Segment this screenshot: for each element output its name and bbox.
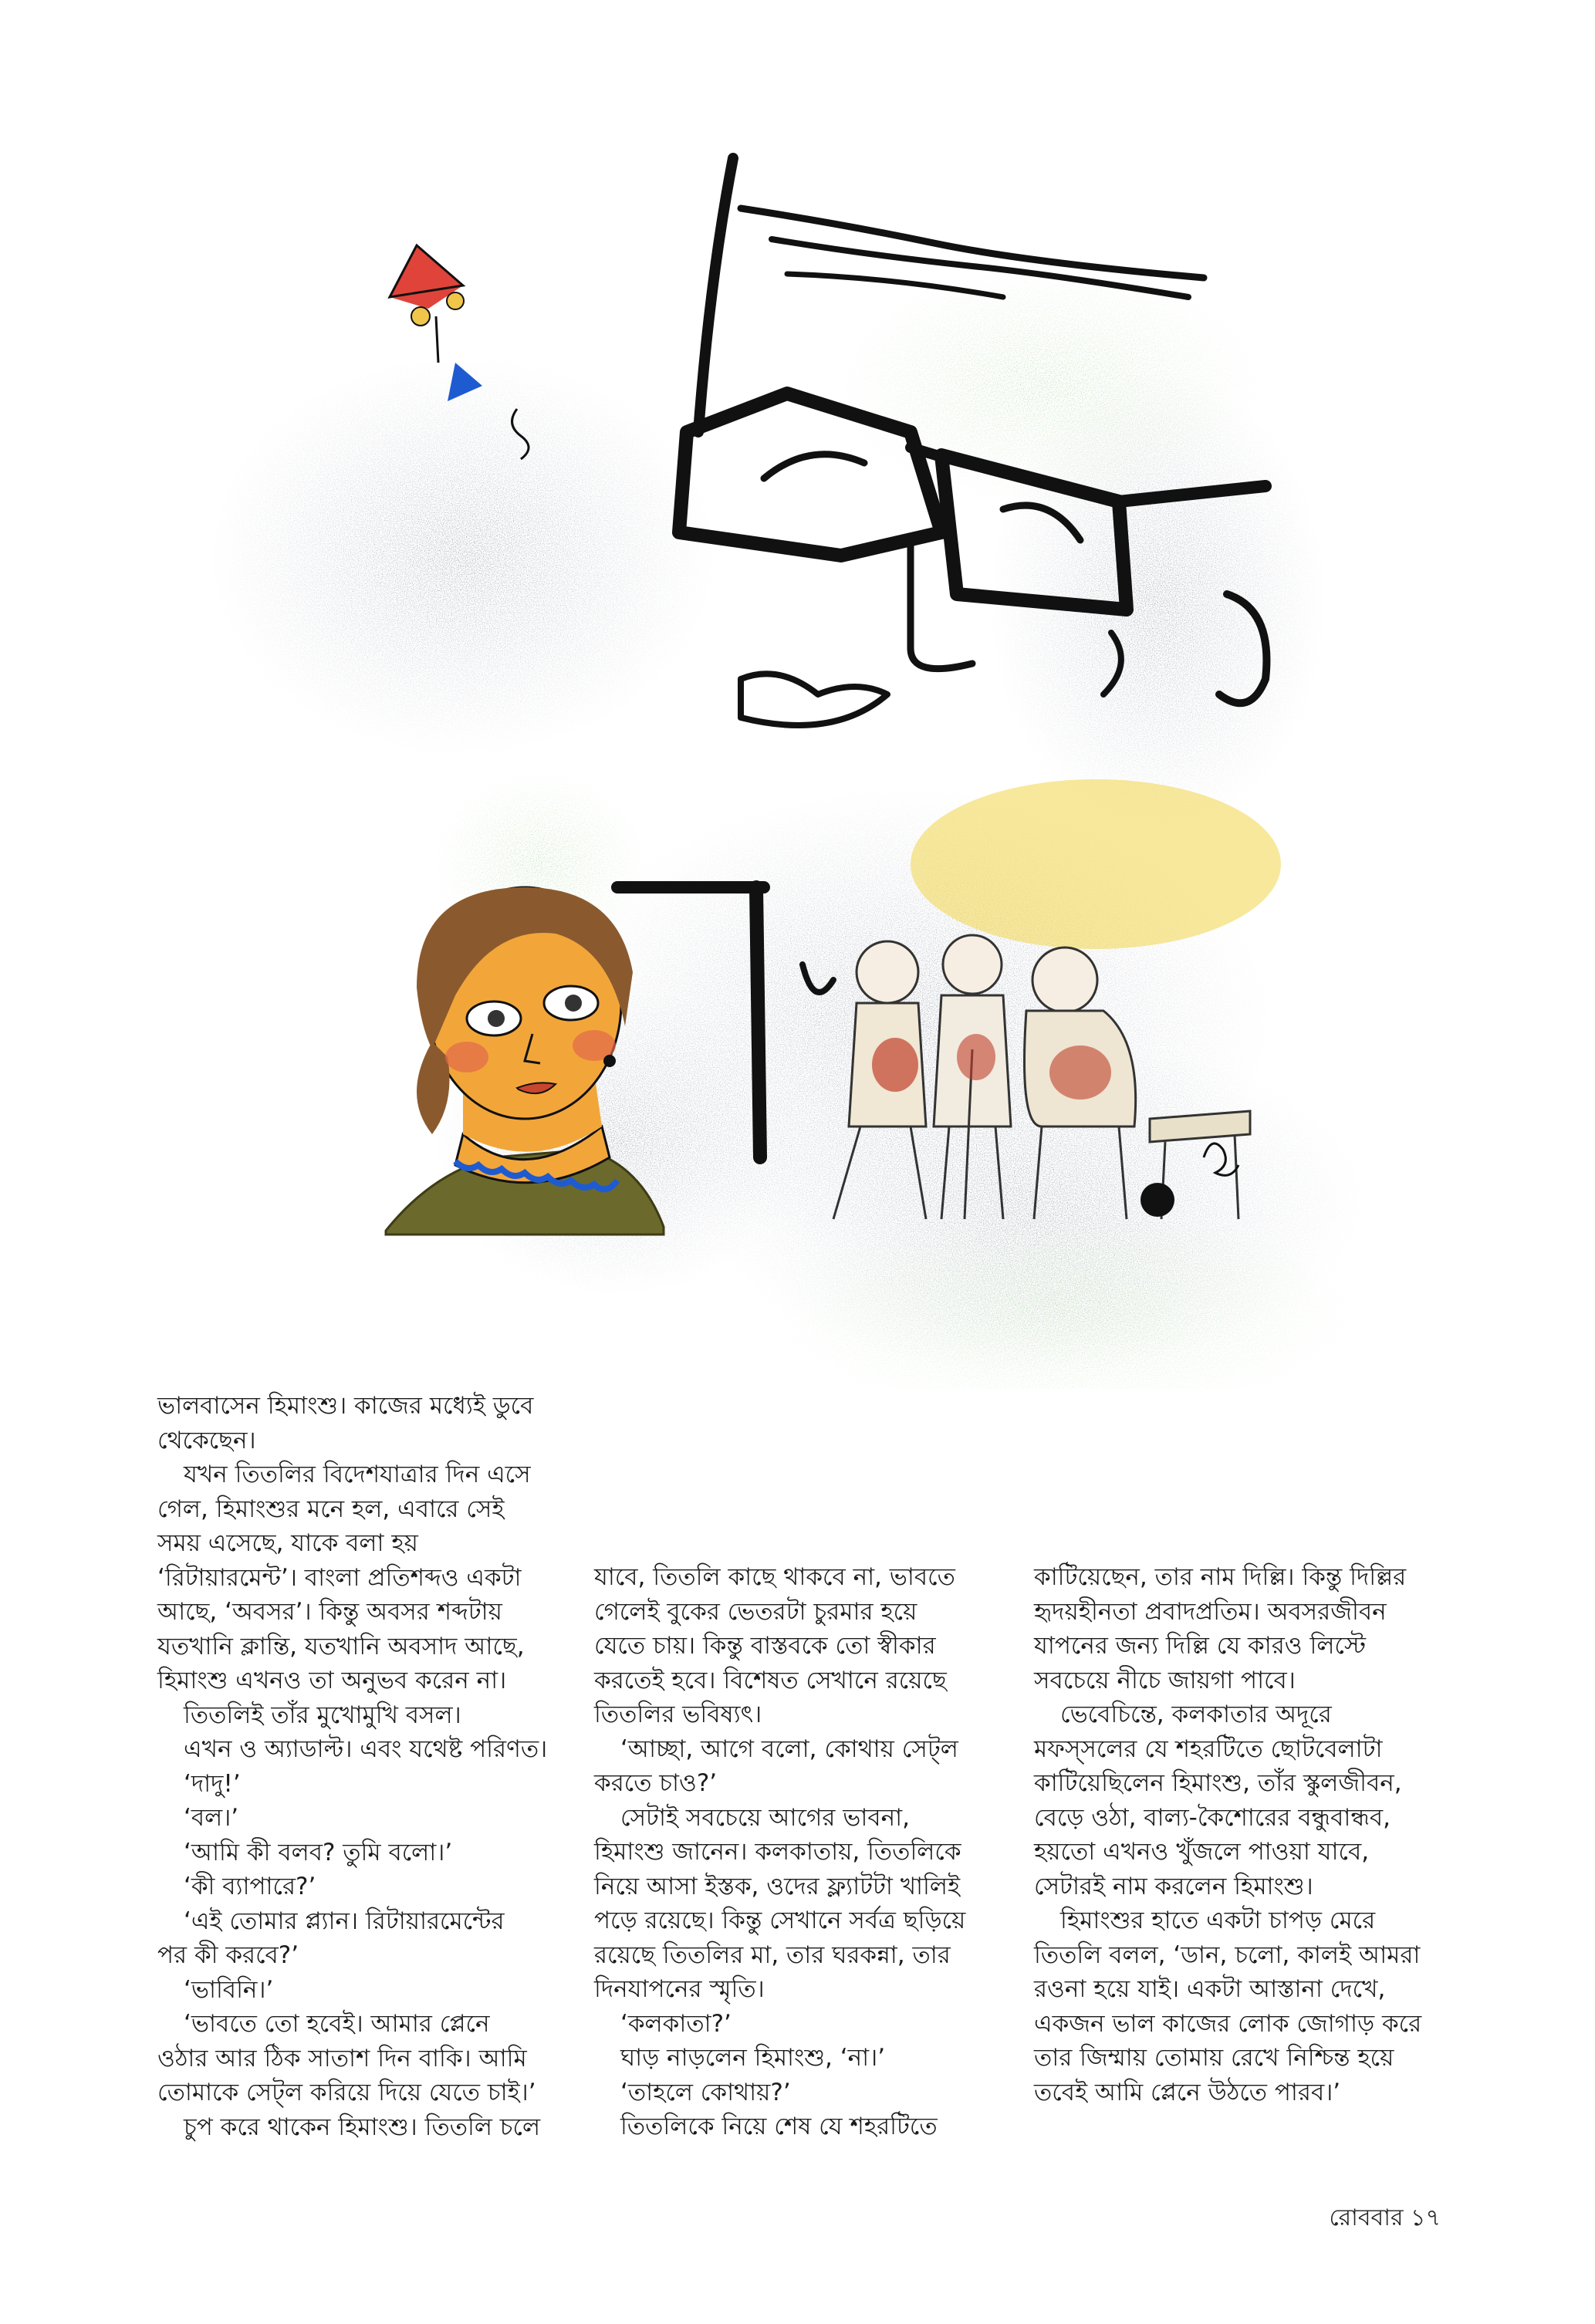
- story-line: নিয়ে আসা ইস্তক, ওদের ফ্ল্যাটটা খালিই: [594, 1872, 961, 1900]
- story-line: পড়ে রয়েছে। কিন্তু সেখানে সর্বত্র ছড়িয়ে: [594, 1907, 966, 1934]
- story-line: তিতলির ভবিষ্যৎ।: [594, 1701, 762, 1728]
- story-column-2: [594, 1560, 1011, 2144]
- story-line: পর কী করবে?’: [157, 1941, 299, 1969]
- story-line: ওঠার আর ঠিক সাতাশ দিন বাকি। আমি: [157, 2044, 527, 2072]
- story-line: ‘আচ্ছা, আগে বলো, কোথায় সেট্‌ল: [620, 1735, 958, 1763]
- story-line: যাপনের জন্য দিল্লি যে কারও লিস্টে: [1034, 1632, 1367, 1660]
- story-line: দিনযাপনের স্মৃতি।: [594, 1975, 765, 2003]
- story-line: হৃদয়হীনতা প্রবাদপ্রতিম। অবসরজীবন: [1034, 1597, 1387, 1626]
- story-line: ভালবাসেন হিমাংশু। কাজের মধ্যেই ডুবে: [157, 1392, 534, 1420]
- page-number: ১৭: [1411, 2204, 1441, 2231]
- story-line: ‘বল।’: [184, 1804, 239, 1832]
- story-line: তার জিম্মায় তোমায় রেখে নিশ্চিন্ত হয়ে: [1034, 2044, 1394, 2072]
- story-line: ‘কী ব্যাপারে?’: [184, 1873, 316, 1900]
- story-line: চুপ করে থাকেন হিমাংশু। তিতলি চলে: [184, 2113, 541, 2141]
- story-line: এখন ও অ্যাডাল্ট। এবং যথেষ্ট পরিণত।: [184, 1735, 548, 1763]
- story-line: ‘আমি কী বলব? তুমি বলো।’: [184, 1838, 453, 1866]
- story-line: ‘ভাবতে তো হবেই। আমার প্লেনে: [184, 2010, 490, 2038]
- story-line: বেড়ে ওঠা, বাল্য-কৈশোরের বন্ধুবান্ধব,: [1034, 1803, 1391, 1832]
- story-line: হিমাংশু এখনও তা অনুভব করেন না।: [157, 1667, 507, 1694]
- story-line: একজন ভাল কাজের লোক জোগাড় করে: [1034, 2009, 1422, 2038]
- story-line: রয়েছে তিতলির মা, তার ঘরকন্না, তার: [594, 1941, 951, 1969]
- story-line: যাবে, তিতলি কাছে থাকবে না, ভাবতে: [594, 1563, 955, 1591]
- story-line: তোমাকে সেট্‌ল করিয়ে দিয়ে যেতে চাই।’: [157, 2079, 536, 2106]
- story-line: সেটারই নাম করলেন হিমাংশু।: [1034, 1872, 1313, 1900]
- story-line: ‘ভাবিনি।’: [184, 1975, 274, 2004]
- story-line: হিমাংশু জানেন। কলকাতায়, তিতলিকে: [594, 1838, 961, 1866]
- story-line: ভেবেচিন্তে, কলকাতার অদূরে: [1060, 1701, 1332, 1728]
- magazine-name: রোববার: [1329, 2204, 1404, 2231]
- story-line: মফস্সলের যে শহরটিতে ছোটবেলাটা: [1034, 1735, 1383, 1763]
- story-line: ‘তাহলে কোথায়?’: [620, 2078, 791, 2106]
- story-line: রওনা হয়ে যাই। একটা আস্তানা দেখে,: [1034, 1975, 1386, 2003]
- story-line: তিতলিকে নিয়ে শেষ যে শহরটিতে: [620, 2113, 938, 2140]
- story-column-3: [1034, 1560, 1451, 2110]
- story-line: হয়তো এখনও খুঁজলে পাওয়া যাবে,: [1034, 1838, 1370, 1866]
- story-line: গেল, হিমাংশুর মনে হল, এবারে সেই: [157, 1495, 505, 1523]
- story-line: তবেই আমি প্লেনে উঠতে পারব।’: [1034, 2078, 1341, 2106]
- story-line: ‘রিটায়ারমেন্ট’। বাংলা প্রতিশব্দও একটা: [157, 1563, 522, 1592]
- story-line: সবচেয়ে নীচে জায়গা পাবে।: [1034, 1666, 1296, 1694]
- story-line: আছে, ‘অবসর’। কিন্তু অবসর শব্দটায়: [157, 1598, 502, 1626]
- story-line: সময় এসেছে, যাকে বলা হয়: [157, 1529, 418, 1557]
- story-line: ‘দাদু!’: [184, 1769, 241, 1798]
- story-line: যতখানি ক্লান্তি, যতখানি অবসাদ আছে,: [157, 1632, 525, 1660]
- story-line: হিমাংশুর হাতে একটা চাপড় মেরে: [1060, 1907, 1376, 1934]
- story-line: যেতে চায়। কিন্তু বাস্তবকে তো স্বীকার: [594, 1632, 936, 1660]
- story-line: ঘাড় নাড়লেন হিমাংশু, ‘না।’: [620, 2044, 886, 2072]
- story-line: সেটাই সবচেয়ে আগের ভাবনা,: [620, 1803, 910, 1832]
- story-line: কাটিয়েছেন, তার নাম দিল্লি। কিন্তু দিল্লির: [1034, 1563, 1407, 1591]
- story-line: তিতলি বলল, ‘ডান, চলো, কালই আমরা: [1034, 1941, 1421, 1969]
- yellow-wash: [911, 779, 1281, 949]
- story-line: যখন তিতলির বিদেশযাত্রার দিন এসে: [184, 1461, 531, 1488]
- story-line: ‘এই তোমার প্ল্যান। রিটায়ারমেন্টের: [184, 1907, 505, 1935]
- story-line: কাটিয়েছিলেন হিমাংশু, তাঁর স্কুলজীবন,: [1034, 1769, 1402, 1797]
- story-line: ‘কলকাতা?’: [620, 2009, 732, 2038]
- story-column-1: [157, 1389, 574, 2144]
- story-line: করতে চাও?’: [594, 1769, 718, 1797]
- story-line: থেকেছেন।: [157, 1426, 256, 1454]
- story-line: গেলেই বুকের ভেতরটা চুরমার হয়ে: [594, 1597, 917, 1626]
- story-line: তিতলিই তাঁর মুখোমুখি বসল।: [184, 1701, 461, 1729]
- story-line: করতেই হবে। বিশেষত সেখানে রয়েছে: [594, 1666, 947, 1694]
- page-folio: [1329, 2199, 1441, 2238]
